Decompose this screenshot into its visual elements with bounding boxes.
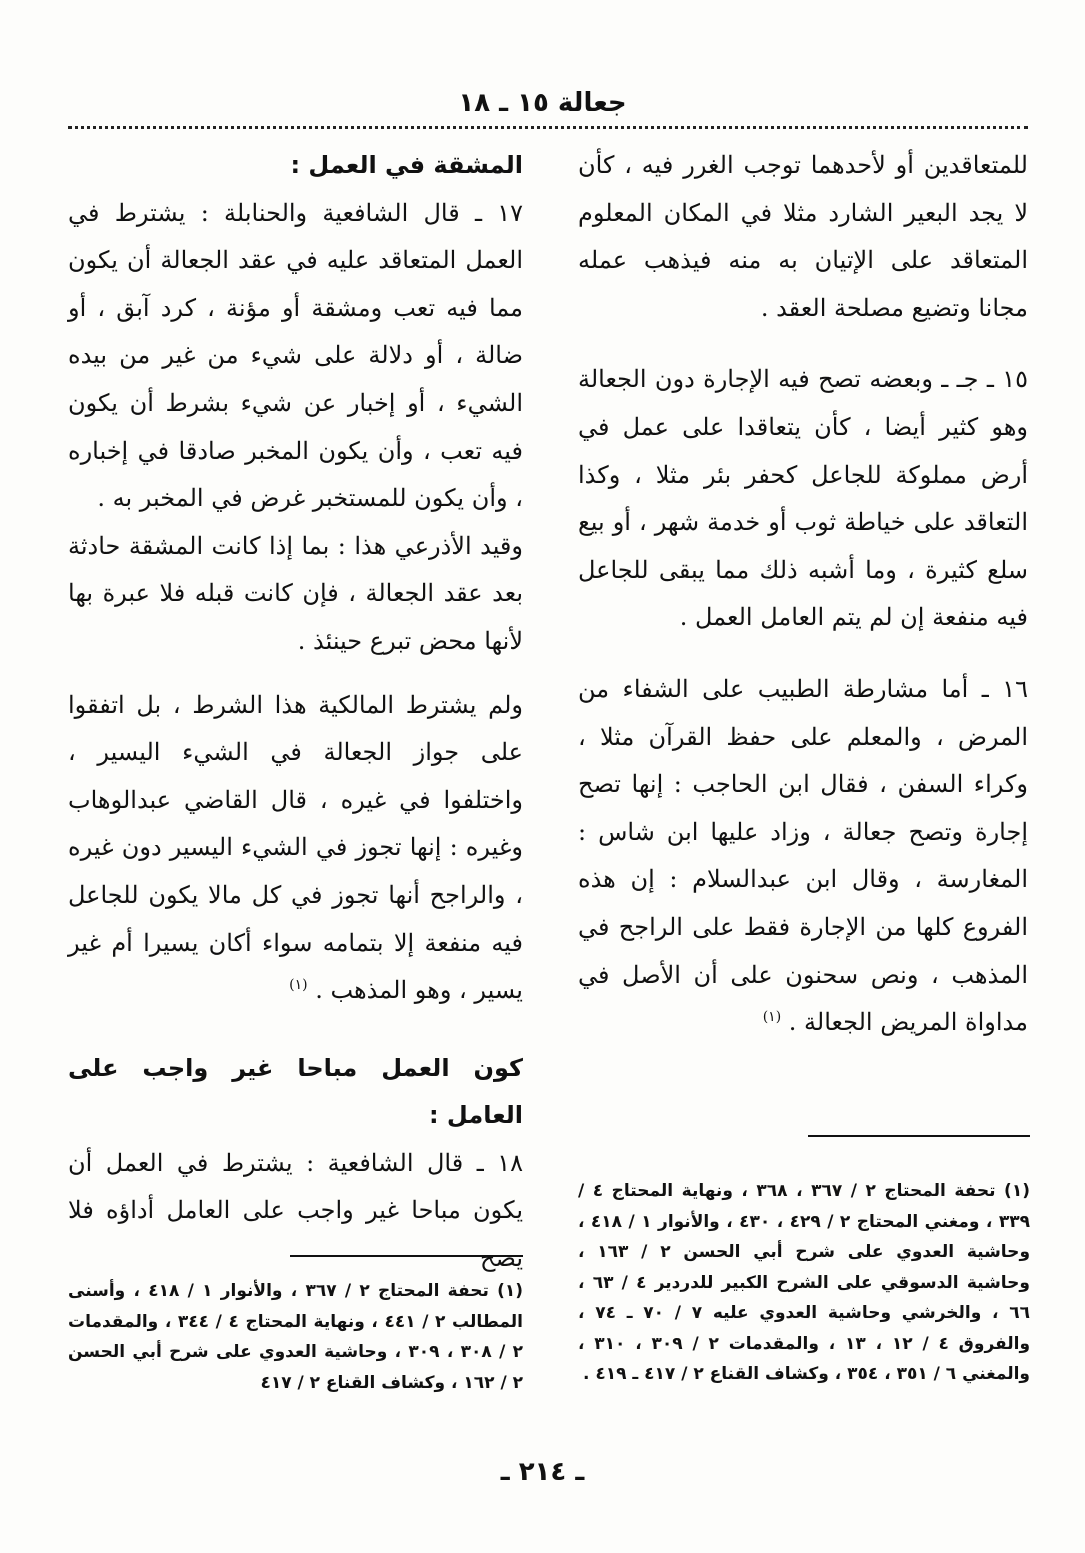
left-column	[68, 142, 523, 1283]
paragraph-continuation: للمتعاقدين أو لأحدهما توجب الغرر فيه ، كأن لا يجد البعير الشارد مثلا في المكان المعلوم المتعاقد على الإتيان به منه فيذهب عمله مجانا وتضيع مصلحة العقد .	[578, 151, 1028, 322]
paragraph-15: ١٥ ـ جـ ـ وبعضه تصح فيه الإجارة دون الجعالة وهو كثير أيضا ، كأن يتعاقدا على عمل في أرض مملوكة للجاعل كحفر بئر مثلا ، وكذا التعاقد على خياطة ثوب أو خدمة شهر ، أو بيع سلع كثيرة ، وما أشبه ذلك مما يبقى للجاعل فيه منفعة إن لم يتم العامل العمل .	[578, 365, 1028, 632]
paragraph-16-text: ١٦ ـ أما مشارطة الطبيب على الشفاء من المرض ، والمعلم على حفظ القرآن مثلا ، وكراء السفن ، فقال ابن الحاجب : إنها تصح إجارة وتصح جعالة ، وزاد عليها ابن شاس : المغارسة ، وقال ابن عبدالسلام : إن هذه الفروع كلها من الإجارة فقط على الراجح في المذهب ، ونص سحنون على أن الأصل في مداواة المريض الجعالة .	[578, 674, 1028, 1037]
footnote-ref: (١)	[289, 977, 308, 994]
paragraph-adhraei: وقيد الأذرعي هذا : بما إذا كانت المشقة حادثة بعد عقد الجعالة ، فإن كانت قبله فلا عبرة بها لأنها محض تبرع حينئذ .	[68, 531, 523, 655]
footnote-rule-left	[290, 1255, 523, 1257]
paragraph-17: ١٧ ـ قال الشافعية والحنابلة : يشترط في العمل المتعاقد عليه في عقد الجعالة أن يكون مما فيه تعب ومشقة أو مؤنة ، كرد آبق ، أو ضالة ، أو دلالة على شيء من غير من بيده الشيء ، أو إخبار عن شيء بشرط أن يكون فيه تعب ، وأن يكون المخبر صادقا في إخباره ، وأن يكون للمستخبر غرض في المخبر به .	[68, 198, 523, 513]
footnote-left-text: (١) تحفة المحتاج ٢ / ٣٦٧ ، والأنوار ١ / ٤١٨ ، وأسنى المطالب ٢ / ٤٤١ ، ونهاية المحتاج ٤ / ٣٤٤ ، والمقدمات ٢ / ٣٠٨ ، ٣٠٩ ، وحاشية العدوي على شرح أبي الحسن ٢ / ١٦٢ ، وكشاف القناع ٢ / ٤١٧	[68, 1281, 524, 1393]
footnote-left	[68, 1276, 523, 1398]
page-number: ـ ٢١٤ ـ	[500, 1457, 585, 1487]
paragraph-18: ١٨ ـ قال الشافعية : يشترط في العمل أن يكون مباحا غير واجب على العامل أداؤه فلا يصح	[68, 1148, 524, 1273]
footnote-ref: (١)	[762, 1009, 782, 1026]
section-heading-permissible-work: كون العمل مباحا غير واجب على العامل :	[68, 1053, 523, 1130]
footnote-right-text: (١) تحفة المحتاج ٢ / ٣٦٧ ، ٣٦٨ ، ونهاية المحتاج ٤ / ٣٣٩ ، ومغني المحتاج ٢ / ٤٢٩ ، ٤٣٠ ، والأنوار ١ / ٤١٨ ، وحاشية العدوي على شرح أبي الحسن ٢ / ١٦٣ ، وحاشية الدسوقي على الشرح الكبير للدردير ٤ / ٦٣ ، ٦٦ ، والخرشي وحاشية العدوي عليه ٧ / ٧٠ ـ ٧٤ ، والفروق ٤ / ١٢ ، ١٣ ، والمقدمات ٢ / ٣٠٩ ، ٣١٠ ، والمغني ٦ / ٣٥١ ، ٣٥٤ ، وكشاف القناع ٢ / ٤١٧ ـ ٤١٩ .	[578, 1181, 1031, 1384]
footnote-right	[578, 1176, 1030, 1390]
footnote-rule-right	[808, 1135, 1030, 1137]
paragraph-16	[578, 666, 1028, 1047]
paragraph-malikiyya-text: ولم يشترط المالكية هذا الشرط ، بل اتفقوا على جواز الجعالة في الشيء اليسير ، واختلفوا في غيره ، قال القاضي عبدالوهاب وغيره : إنها تجوز في الشيء اليسير دون غيره ، والراجح أنها تجوز في كل مالا يكون للجاعل فيه منفعة إلا بتمامه سواء أكان يسيرا أم غير يسير ، وهو المذهب .	[68, 690, 523, 1005]
paragraph-malikiyya	[68, 682, 523, 1015]
page-header: جعالة ١٥ ـ ١٨	[458, 88, 627, 118]
right-column	[578, 142, 1028, 1047]
header-dotted-divider	[68, 126, 1028, 129]
section-heading-hardship: المشقة في العمل :	[290, 151, 523, 179]
